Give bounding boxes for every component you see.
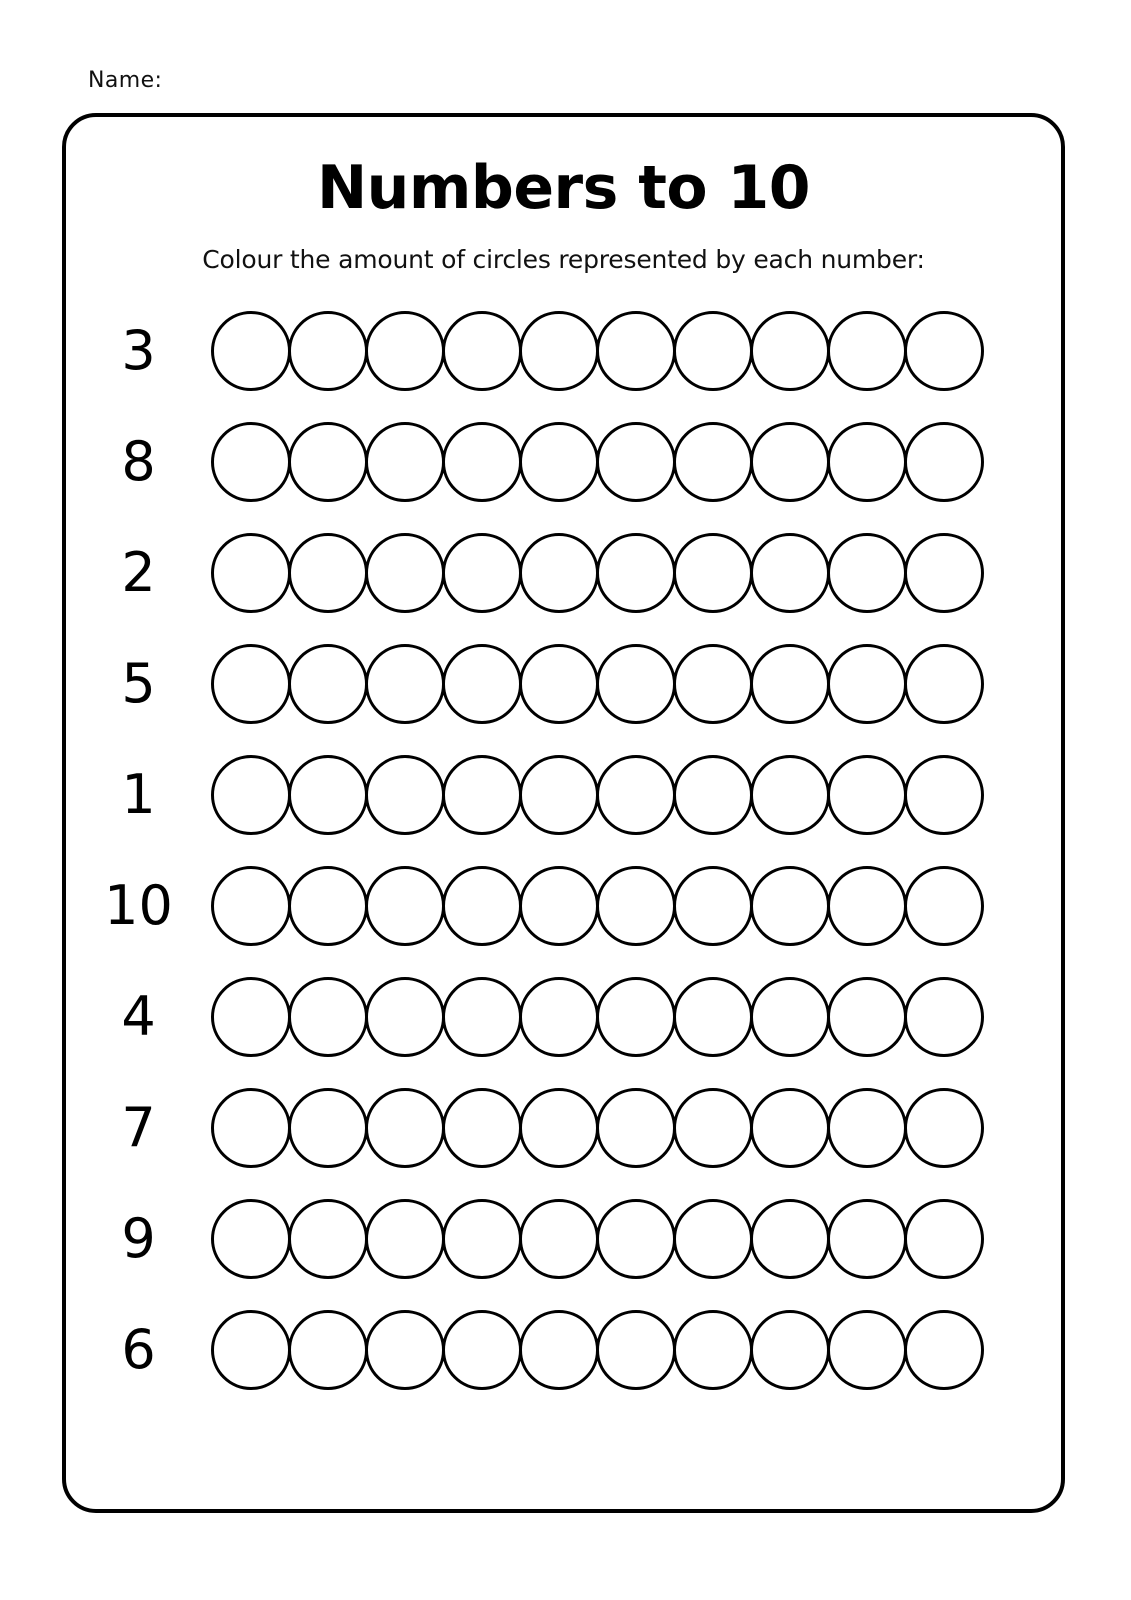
colouring-circle[interactable]	[827, 755, 907, 835]
colouring-circle[interactable]	[596, 1199, 676, 1279]
colouring-circle[interactable]	[365, 1199, 445, 1279]
colouring-circle[interactable]	[750, 1199, 830, 1279]
colouring-circle[interactable]	[673, 1310, 753, 1390]
colouring-circle[interactable]	[904, 533, 984, 613]
colouring-circle[interactable]	[904, 977, 984, 1057]
colouring-circle[interactable]	[596, 755, 676, 835]
colouring-circle[interactable]	[596, 866, 676, 946]
colouring-circle[interactable]	[750, 755, 830, 835]
circle-group	[211, 311, 981, 391]
circle-group	[211, 977, 981, 1057]
colouring-circle[interactable]	[519, 866, 599, 946]
colouring-circle[interactable]	[211, 866, 291, 946]
colouring-circle[interactable]	[519, 644, 599, 724]
row-number: 3	[121, 318, 156, 382]
colouring-circle[interactable]	[365, 644, 445, 724]
colouring-circle[interactable]	[519, 311, 599, 391]
colouring-circle[interactable]	[596, 422, 676, 502]
colouring-circle[interactable]	[673, 311, 753, 391]
colouring-circle[interactable]	[827, 1088, 907, 1168]
row-number: 8	[121, 429, 156, 493]
row-number: 7	[121, 1095, 156, 1159]
colouring-circle[interactable]	[904, 422, 984, 502]
colouring-circle[interactable]	[288, 311, 368, 391]
colouring-circle[interactable]	[673, 866, 753, 946]
colouring-circle[interactable]	[288, 1310, 368, 1390]
circle-group	[211, 644, 981, 724]
row-number: 2	[121, 540, 156, 604]
circle-group	[211, 1310, 981, 1390]
row-number: 10	[104, 873, 173, 937]
colouring-circle[interactable]	[519, 1310, 599, 1390]
colouring-circle[interactable]	[519, 977, 599, 1057]
instruction-text: Colour the amount of circles represented by each number:	[202, 245, 925, 274]
colouring-circle[interactable]	[827, 866, 907, 946]
colouring-circle[interactable]	[442, 866, 522, 946]
colouring-circle[interactable]	[519, 1088, 599, 1168]
colouring-circle[interactable]	[827, 533, 907, 613]
row-number: 1	[121, 762, 156, 826]
colouring-circle[interactable]	[673, 1088, 753, 1168]
colouring-circle[interactable]	[211, 422, 291, 502]
colouring-circle[interactable]	[211, 533, 291, 613]
colouring-circle[interactable]	[211, 977, 291, 1057]
colouring-circle[interactable]	[288, 755, 368, 835]
colouring-circle[interactable]	[365, 977, 445, 1057]
colouring-circle[interactable]	[442, 977, 522, 1057]
colouring-circle[interactable]	[827, 977, 907, 1057]
colouring-circle[interactable]	[673, 644, 753, 724]
colouring-circle[interactable]	[365, 1310, 445, 1390]
page-title: Numbers to 10	[316, 153, 811, 223]
row-number: 6	[121, 1317, 156, 1381]
colouring-circle[interactable]	[596, 644, 676, 724]
colouring-circle[interactable]	[365, 866, 445, 946]
colouring-circle[interactable]	[211, 311, 291, 391]
colouring-circle[interactable]	[673, 977, 753, 1057]
colouring-circle[interactable]	[442, 755, 522, 835]
colouring-circle[interactable]	[750, 1310, 830, 1390]
colouring-circle[interactable]	[596, 977, 676, 1057]
colouring-circle[interactable]	[904, 1088, 984, 1168]
colouring-circle[interactable]	[288, 1088, 368, 1168]
colouring-circle[interactable]	[673, 422, 753, 502]
colouring-circle[interactable]	[365, 1088, 445, 1168]
colouring-circle[interactable]	[750, 422, 830, 502]
colouring-circle[interactable]	[904, 1199, 984, 1279]
colouring-circle[interactable]	[442, 1310, 522, 1390]
colouring-circle[interactable]	[288, 533, 368, 613]
colouring-circle[interactable]	[519, 533, 599, 613]
exercise-row	[66, 406, 1061, 517]
colouring-circle[interactable]	[750, 533, 830, 613]
exercise-row	[66, 961, 1061, 1072]
row-number: 9	[121, 1206, 156, 1270]
exercise-row	[66, 1183, 1061, 1294]
colouring-circle[interactable]	[827, 644, 907, 724]
colouring-circle[interactable]	[750, 866, 830, 946]
colouring-circle[interactable]	[673, 533, 753, 613]
colouring-circle[interactable]	[442, 644, 522, 724]
colouring-circle[interactable]	[519, 755, 599, 835]
colouring-circle[interactable]	[750, 1088, 830, 1168]
colouring-circle[interactable]	[519, 1199, 599, 1279]
colouring-circle[interactable]	[750, 977, 830, 1057]
circle-group	[211, 1088, 981, 1168]
colouring-circle[interactable]	[827, 422, 907, 502]
colouring-circle[interactable]	[904, 1310, 984, 1390]
circle-group	[211, 422, 981, 502]
exercise-row	[66, 295, 1061, 406]
row-number: 5	[121, 651, 156, 715]
exercise-row	[66, 739, 1061, 850]
colouring-circle[interactable]	[211, 644, 291, 724]
worksheet-frame	[62, 113, 1065, 1513]
colouring-circle[interactable]	[442, 422, 522, 502]
row-number: 4	[121, 984, 156, 1048]
exercise-row	[66, 1072, 1061, 1183]
colouring-circle[interactable]	[596, 1310, 676, 1390]
exercise-row	[66, 850, 1061, 961]
colouring-circle[interactable]	[442, 533, 522, 613]
colouring-circle[interactable]	[288, 644, 368, 724]
colouring-circle[interactable]	[442, 1199, 522, 1279]
colouring-circle[interactable]	[904, 755, 984, 835]
colouring-circle[interactable]	[442, 1088, 522, 1168]
colouring-circle[interactable]	[827, 1199, 907, 1279]
circle-group	[211, 1199, 981, 1279]
exercise-row	[66, 517, 1061, 628]
circle-group	[211, 755, 981, 835]
colouring-circle[interactable]	[365, 311, 445, 391]
colouring-circle[interactable]	[211, 1199, 291, 1279]
colouring-circle[interactable]	[904, 644, 984, 724]
colouring-circle[interactable]	[288, 1199, 368, 1279]
colouring-circle[interactable]	[673, 1199, 753, 1279]
colouring-circle[interactable]	[442, 311, 522, 391]
colouring-circle[interactable]	[288, 977, 368, 1057]
colouring-circle[interactable]	[596, 311, 676, 391]
colouring-circle[interactable]	[211, 1088, 291, 1168]
circle-group	[211, 533, 981, 613]
colouring-circle[interactable]	[596, 533, 676, 613]
colouring-circle[interactable]	[750, 311, 830, 391]
colouring-circle[interactable]	[827, 1310, 907, 1390]
name-label: Name:	[88, 68, 163, 93]
colouring-circle[interactable]	[519, 422, 599, 502]
colouring-circle[interactable]	[288, 422, 368, 502]
colouring-circle[interactable]	[827, 311, 907, 391]
colouring-circle[interactable]	[750, 644, 830, 724]
colouring-circle[interactable]	[904, 311, 984, 391]
exercise-rows	[66, 295, 1061, 1405]
colouring-circle[interactable]	[673, 755, 753, 835]
colouring-circle[interactable]	[211, 755, 291, 835]
colouring-circle[interactable]	[365, 533, 445, 613]
colouring-circle[interactable]	[904, 866, 984, 946]
exercise-row	[66, 1294, 1061, 1405]
colouring-circle[interactable]	[596, 1088, 676, 1168]
colouring-circle[interactable]	[211, 1310, 291, 1390]
colouring-circle[interactable]	[365, 755, 445, 835]
colouring-circle[interactable]	[365, 422, 445, 502]
exercise-row	[66, 628, 1061, 739]
colouring-circle[interactable]	[288, 866, 368, 946]
circle-group	[211, 866, 981, 946]
